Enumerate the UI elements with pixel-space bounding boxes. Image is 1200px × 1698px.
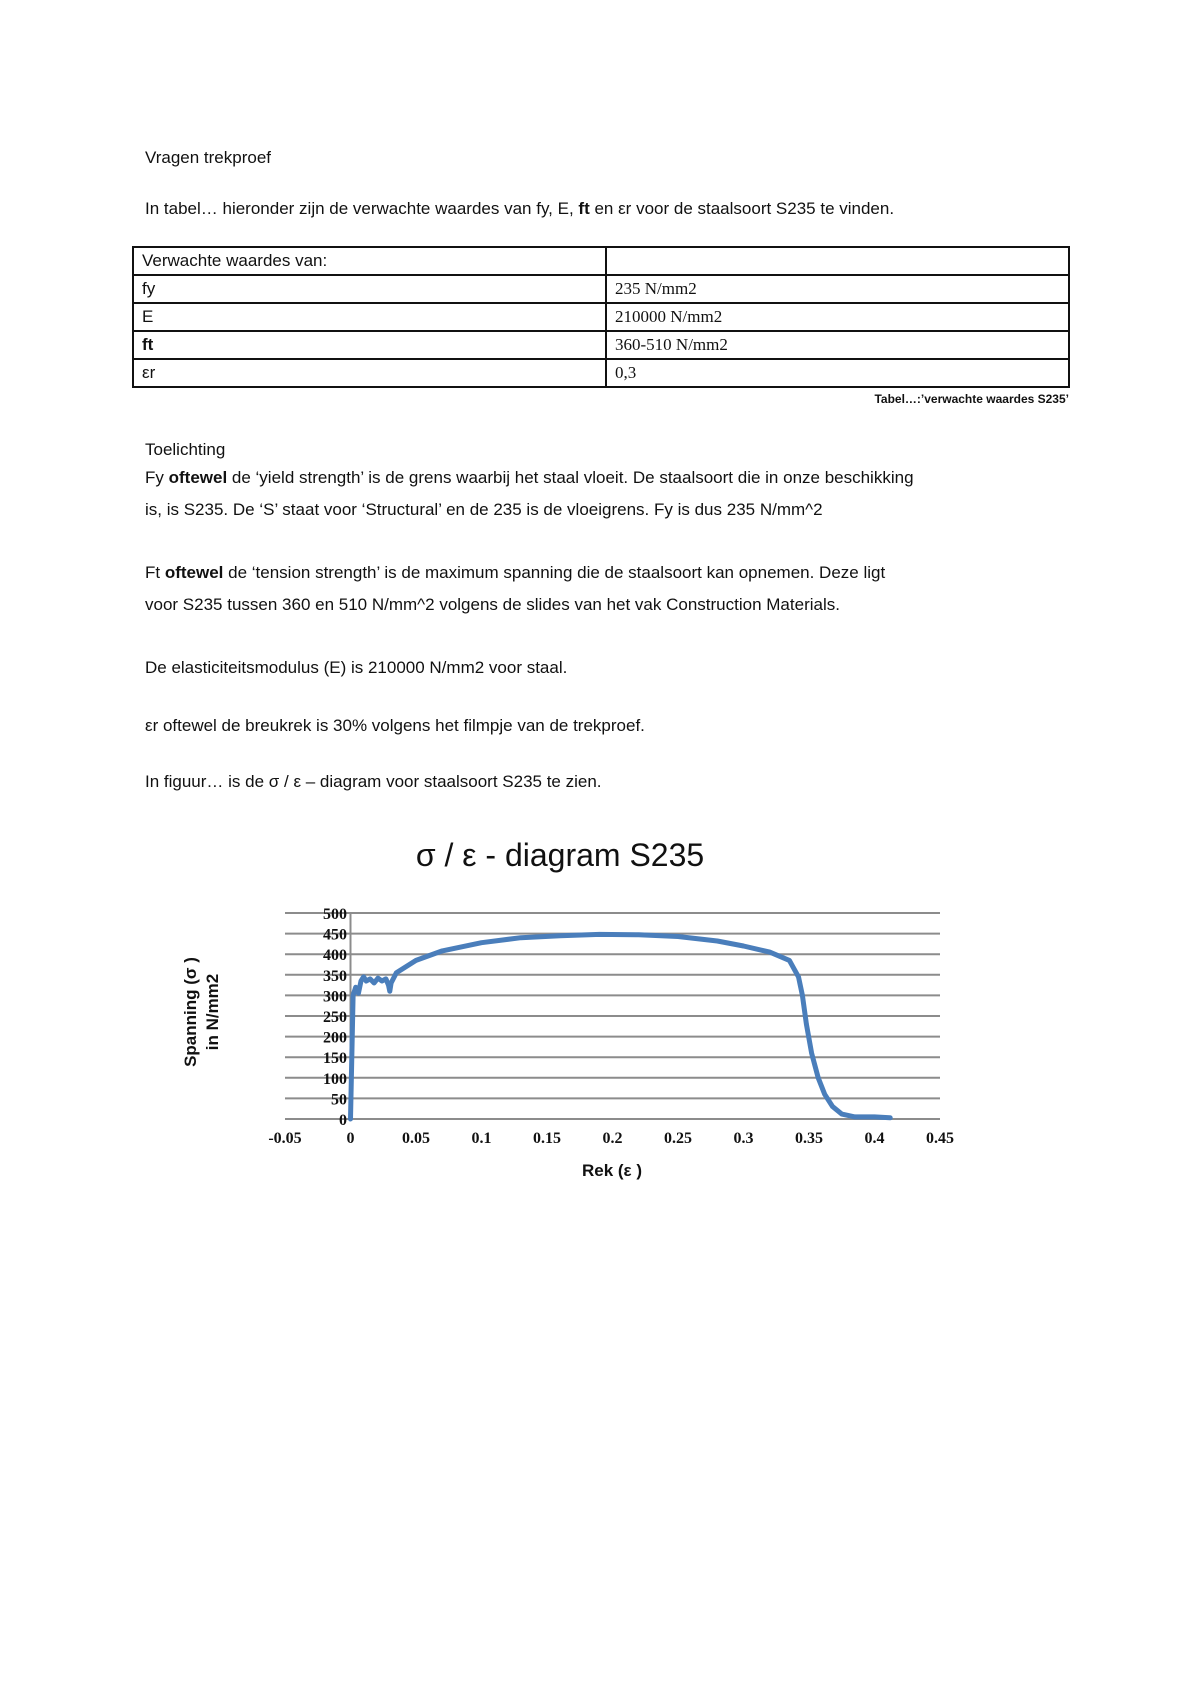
series-line-s235 (351, 934, 891, 1119)
y-tick-label: 500 (323, 906, 347, 923)
intro-paragraph (145, 197, 894, 221)
y-tick-label: 350 (323, 967, 347, 985)
breukrek-paragraph: εr oftewel de breukrek is 30% volgens het filmpje van de trekproef. (145, 716, 645, 735)
table-value-cell: 0,3 (606, 359, 1069, 387)
table-label-cell: E (133, 303, 606, 331)
bold-span: oftewel (164, 563, 224, 582)
figure-intro-paragraph: In figuur… is de σ / ε – diagram voor staalsoort S235 te zien. (145, 772, 602, 791)
table-row (133, 331, 1069, 359)
x-tick-label: 0.1 (471, 1130, 492, 1147)
table-header-cell: Verwachte waardes van: (133, 247, 606, 275)
chart-series (351, 934, 891, 1119)
table-label-cell: ft (133, 331, 606, 359)
table-header-cell (606, 247, 1069, 275)
x-tick-label: 0.3 (733, 1130, 754, 1147)
table-row (133, 303, 1069, 331)
y-tick-label: 0 (339, 1112, 347, 1129)
y-tick-labels (323, 906, 347, 1129)
chart-title: σ / ε - diagram S235 (415, 837, 705, 873)
y-tick-label: 450 (323, 926, 347, 944)
text-span: de ‘yield strength’ is de grens waarbij het staal vloeit. De staalsoort die in onze beschikking (227, 468, 914, 487)
y-tick-label: 200 (323, 1029, 347, 1047)
table-value-cell: 360-510 N/mm2 (606, 331, 1069, 359)
fy-paragraph-line1 (145, 466, 914, 490)
x-tick-label: -0.05 (268, 1130, 302, 1147)
y-axis-label-line1: Spanning (σ ) (181, 957, 200, 1067)
x-tick-label: 0.35 (795, 1130, 823, 1147)
x-tick-label: 0.15 (533, 1130, 561, 1147)
table-row (133, 359, 1069, 387)
x-tick-label: 0.4 (864, 1130, 885, 1147)
table-header-row (133, 247, 1069, 275)
x-axis-label: Rek (ε ) (581, 1161, 643, 1180)
table-value-cell: 210000 N/mm2 (606, 303, 1069, 331)
x-tick-label: 0.05 (402, 1130, 430, 1147)
intro-prefix: In tabel… hieronder zijn de verwachte waardes van fy, E, (145, 199, 579, 218)
y-tick-label: 400 (323, 947, 347, 965)
table-label-cell: εr (133, 359, 606, 387)
bold-span: oftewel (168, 468, 228, 487)
text-span: Fy (145, 468, 169, 487)
y-tick-label: 150 (323, 1050, 347, 1068)
chart-gridlines (285, 913, 940, 1119)
intro-bold: ft (578, 199, 590, 218)
y-tick-label: 50 (331, 1091, 347, 1109)
table-caption: Tabel…:’verwachte waardes S235’ (874, 392, 1069, 406)
y-tick-label: 300 (323, 988, 347, 1006)
section-title: Toelichting (145, 440, 226, 459)
x-tick-label: 0.45 (926, 1130, 954, 1147)
ft-paragraph-line2: voor S235 tussen 360 en 510 N/mm^2 volgens de slides van het vak Construction Materials. (145, 595, 840, 614)
table-label-cell: fy (133, 275, 606, 303)
stress-strain-chart (0, 830, 1200, 1210)
y-axis-label (181, 957, 222, 1067)
text-span: de ‘tension strength’ is de maximum spanning die de staalsoort kan opnemen. Deze ligt (223, 563, 886, 582)
text-span: Ft (145, 563, 165, 582)
x-tick-labels (268, 1130, 954, 1147)
x-tick-label: 0 (346, 1130, 355, 1147)
y-tick-label: 100 (323, 1070, 347, 1088)
x-tick-label: 0.2 (602, 1130, 623, 1147)
page-heading: Vragen trekproef (145, 148, 271, 167)
fy-paragraph-line2: is, is S235. De ‘S’ staat voor ‘Structural’ en de 235 is de vloeigrens. Fy is dus 235 N/mm^2 (145, 500, 823, 519)
table-row (133, 275, 1069, 303)
x-tick-label: 0.25 (664, 1130, 692, 1147)
table-value-cell: 235 N/mm2 (606, 275, 1069, 303)
y-tick-label: 250 (323, 1009, 347, 1026)
emod-paragraph: De elasticiteitsmodulus (E) is 210000 N/mm2 voor staal. (145, 658, 568, 677)
ft-paragraph-line1 (145, 561, 885, 585)
intro-suffix: en εr voor de staalsoort S235 te vinden. (589, 199, 895, 218)
y-axis-label-line2: in N/mm2 (203, 973, 222, 1051)
expected-values-table (132, 246, 1070, 388)
